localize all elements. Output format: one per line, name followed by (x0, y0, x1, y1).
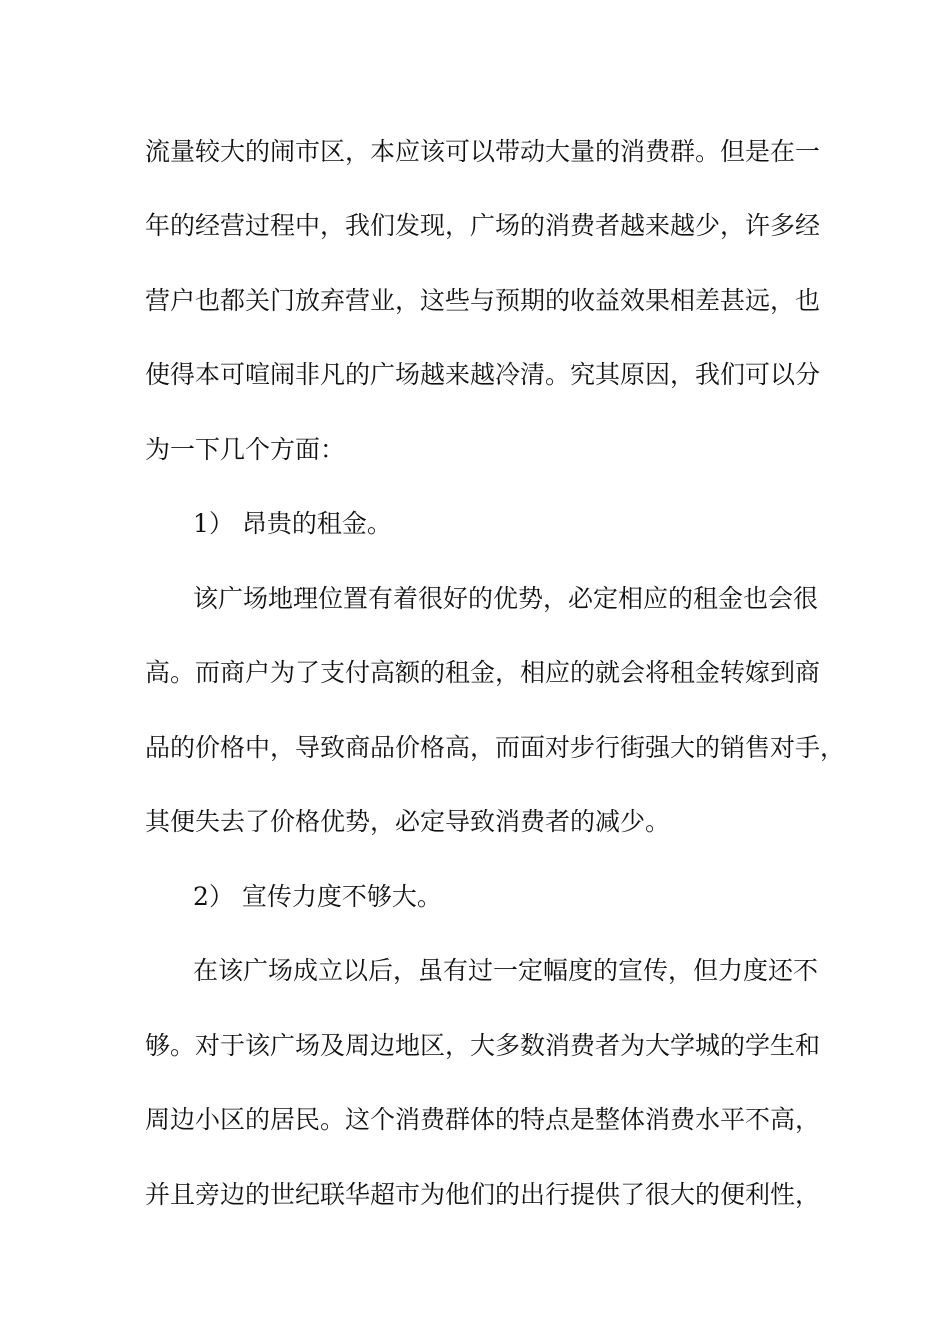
list-heading-2: 2） 宣传力度不够大。 (193, 882, 442, 911)
text-line: 年的经营过程中，我们发现，广场的消费者越来越少，许多经 (145, 211, 821, 240)
text-line: 够。对于该广场及周边地区，大多数消费者为大学城的学生和 (145, 1031, 821, 1060)
text-line: 营户也都关门放弃营业，这些与预期的收益效果相差甚远，也 (145, 286, 821, 315)
text-line: 周边小区的居民。这个消费群体的特点是整体消费水平不高， (145, 1105, 821, 1134)
text-line: 该广场地理位置有着很好的优势，必定相应的租金也会很 (193, 584, 819, 613)
text-line: 其便失去了价格优势，必定导致消费者的减少。 (145, 807, 671, 836)
text-line: 流量较大的闹市区，本应该可以带动大量的消费群。但是在一 (145, 137, 821, 166)
text-line: 为一下几个方面： (145, 435, 346, 464)
text-line: 品的价格中，导致商品价格高，而面对步行街强大的销售对手， (145, 733, 846, 762)
text-line: 并且旁边的世纪联华超市为他们的出行提供了很大的便利性， (145, 1180, 821, 1209)
text-line: 使得本可喧闹非凡的广场越来越冷清。究其原因，我们可以分 (145, 360, 821, 389)
text-line: 高。而商户为了支付高额的租金，相应的就会将租金转嫁到商 (145, 658, 821, 687)
text-line: 在该广场成立以后，虽有过一定幅度的宣传，但力度还不 (193, 956, 819, 985)
list-heading-1: 1） 昂贵的租金。 (193, 509, 392, 538)
